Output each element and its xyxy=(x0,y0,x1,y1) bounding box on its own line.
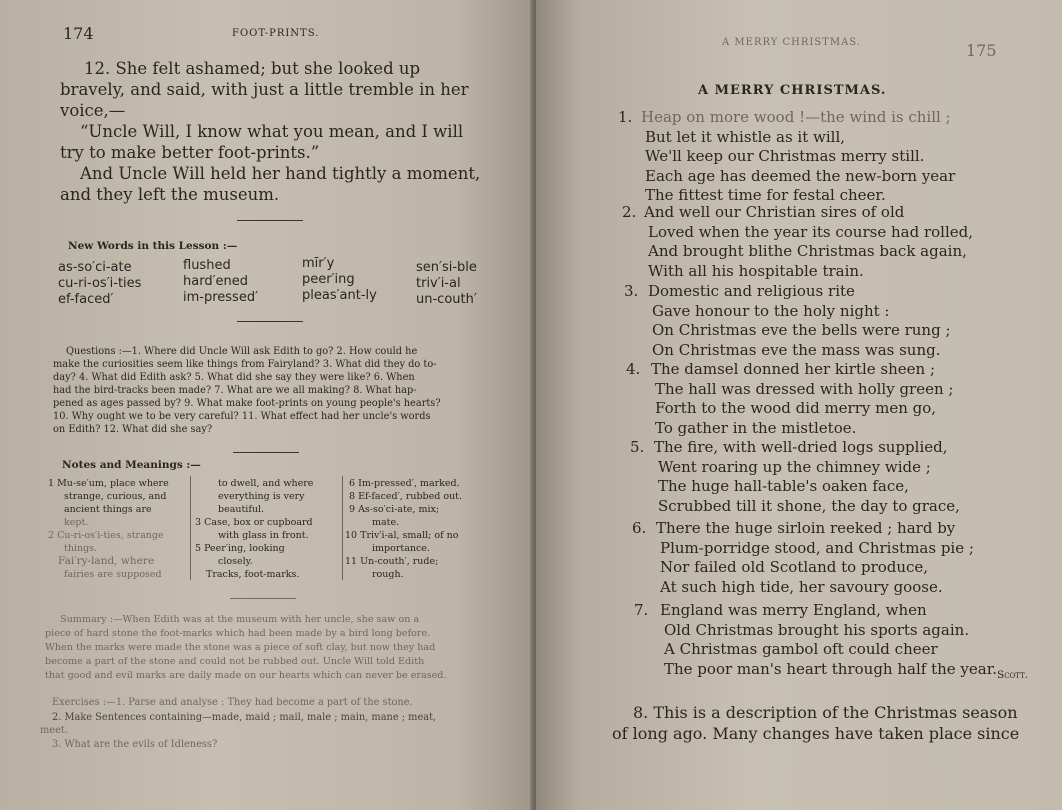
poem-line: Heap on more wood !—the wind is chill ; xyxy=(641,108,951,126)
poem-line: The fittest time for festal cheer. xyxy=(645,186,886,204)
note-line: mate. xyxy=(372,517,400,528)
new-word: triv′i-al xyxy=(416,276,461,291)
new-word: im-pressed′ xyxy=(183,290,259,305)
note-line: fairies are supposed xyxy=(64,569,162,580)
text-line: day? 4. What did Edith ask? 5. What did she say they were like? 6. When xyxy=(53,372,415,383)
note-line: 6 Im-pressed′, marked. xyxy=(349,478,460,489)
note-line: 1 Mu-se′um, place where xyxy=(48,478,169,489)
divider xyxy=(230,598,296,599)
poem-line: The huge hall-table's oaken face, xyxy=(658,477,909,495)
text-line: 10. Why ought we to be very careful? 11. What effect had her uncle's words xyxy=(53,411,431,422)
poem-line: Old Christmas brought his sports again. xyxy=(664,620,970,639)
poem-line: England was merry England, when xyxy=(660,601,927,619)
note-line: things. xyxy=(64,543,98,554)
column-rule xyxy=(342,476,343,580)
new-word: pleas′ant-ly xyxy=(302,288,377,303)
divider xyxy=(237,321,303,322)
note-line: to dwell, and where xyxy=(218,478,314,489)
note-line: 5 Peer′ing, looking xyxy=(195,543,285,554)
text-line: Exercises :—1. Parse and analyse : They had become a part of the stone. xyxy=(52,697,413,708)
text-line: on Edith? 12. What did she say? xyxy=(53,424,213,435)
note-line: 3 Case, box or cupboard xyxy=(195,517,313,528)
text-line: had the bird-tracks been made? 7. What are we all making? 8. What hap- xyxy=(53,385,417,396)
poem-line: The damsel donned her kirtle sheen ; xyxy=(651,360,936,378)
divider xyxy=(233,452,299,453)
poem-line: The hall was dressed with holly green ; xyxy=(655,379,954,398)
poem-line: The fire, with well-dried logs supplied, xyxy=(654,438,948,456)
stanza-number: 7. xyxy=(634,601,649,619)
note-line: strange, curious, and xyxy=(64,491,167,502)
poem-line: The poor man's heart through half the year. xyxy=(664,659,997,678)
text-line: meet. xyxy=(40,725,68,736)
text-line: When the marks were made the stone was a piece of soft clay, but now they had xyxy=(45,642,436,653)
note-line: closely. xyxy=(218,556,253,567)
stanza-number: 1. xyxy=(618,108,633,126)
poem-line: With all his hospitable train. xyxy=(648,261,864,280)
text-line: And Uncle Will held her hand tightly a moment, xyxy=(80,164,481,183)
text-line: Questions :—1. Where did Uncle Will ask Edith to go? 2. How could he xyxy=(66,346,418,357)
author-name: Scott. xyxy=(997,669,1029,681)
text-line: 8. This is a description of the Christmas season xyxy=(633,703,1018,722)
new-word: mīr′y xyxy=(302,256,335,271)
stanza-number: 4. xyxy=(626,360,641,378)
note-line: Tracks, foot-marks. xyxy=(206,569,300,580)
poem-line: Each age has deemed the new-born year xyxy=(645,166,956,185)
divider xyxy=(237,220,303,221)
note-line: 11 Un-couth′, rude; xyxy=(345,556,439,567)
new-word: hard′ened xyxy=(183,274,249,289)
new-word: as-so′ci-ate xyxy=(58,260,132,275)
poem-line: Loved when the year its course had rolled, xyxy=(648,222,973,241)
stanza-number: 3. xyxy=(624,282,639,300)
text-line: try to make better foot-prints.” xyxy=(60,143,320,162)
page-number: 175 xyxy=(966,41,997,60)
note-line: beautiful. xyxy=(218,504,265,515)
text-line: 2. Make Sentences containing—made, maid ; mail, male ; main, mane ; meat, xyxy=(52,712,437,723)
text-line: and they left the museum. xyxy=(60,185,280,204)
poem-line: We'll keep our Christmas merry still. xyxy=(645,147,925,165)
new-word: cu-ri-os′i-ties xyxy=(58,276,142,291)
text-line: pened as ages passed by? 9. What make foot-prints on young people's hearts? xyxy=(53,398,441,409)
poem-line: There the huge sirloin reeked ; hard by xyxy=(656,519,956,537)
poem-line: On Christmas eve the mass was sung. xyxy=(652,340,941,359)
text-line: that good and evil marks are daily made on our hearts which can never be erased. xyxy=(45,670,447,681)
note-line: kept. xyxy=(64,517,89,528)
stanza-number: 2. xyxy=(622,203,637,221)
notes-heading: Notes and Meanings :— xyxy=(62,459,201,471)
note-line: 8 Ef-faced′, rubbed out. xyxy=(349,491,463,502)
right-page xyxy=(536,0,1062,810)
note-line: 9 As-so′ci-ate, mix; xyxy=(349,504,440,515)
text-line: “Uncle Will, I know what you mean, and I will xyxy=(80,122,464,141)
poem-line: At such high tide, her savoury goose. xyxy=(660,577,943,596)
new-word: peer′ing xyxy=(302,272,355,287)
poem-line: Forth to the wood did merry men go, xyxy=(655,399,937,417)
poem-line: On Christmas eve the bells were rung ; xyxy=(652,321,951,339)
poem-line: To gather in the mistletoe. xyxy=(655,418,857,437)
note-line: with glass in front. xyxy=(218,530,309,541)
note-line: ancient things are xyxy=(64,504,152,515)
poem-line: Domestic and religious rite xyxy=(648,282,855,300)
poem-line: Plum-porridge stood, and Christmas pie ; xyxy=(660,538,974,557)
running-head: FOOT-PRINTS. xyxy=(232,28,320,39)
text-line: Summary :—When Edith was at the museum with her uncle, she saw on a xyxy=(60,614,420,625)
note-line: 2 Cu-ri-os′i-ties, strange xyxy=(48,530,164,541)
note-line: everything is very xyxy=(218,491,305,502)
poem-title: A MERRY CHRISTMAS. xyxy=(698,83,887,98)
poem-line: Scrubbed till it shone, the day to grace, xyxy=(658,496,960,515)
text-line: bravely, and said, with just a little tremble in her xyxy=(60,80,469,99)
poem-line: Went roaring up the chimney wide ; xyxy=(658,457,931,476)
text-line: make the curiosities seem like things from Fairyland? 3. What did they do to- xyxy=(53,359,437,370)
new-word: un-couth′ xyxy=(416,292,477,307)
note-line: rough. xyxy=(372,569,404,580)
text-line: 3. What are the evils of Idleness? xyxy=(52,739,218,750)
poem-line: Nor failed old Scotland to produce, xyxy=(660,558,929,576)
text-line: piece of hard stone the foot-marks which had been made by a bird long before. xyxy=(45,628,431,639)
column-rule xyxy=(190,476,191,580)
new-words-heading: New Words in this Lesson :— xyxy=(68,240,238,252)
poem-line: But let it whistle as it will, xyxy=(645,127,846,146)
poem-line: Gave honour to the holy night : xyxy=(652,301,890,320)
text-line: of long ago. Many changes have taken place since xyxy=(612,724,1020,743)
text-line: become a part of the stone and could not be rubbed out. Uncle Will told Edith xyxy=(45,656,425,667)
new-word: sen′si-ble xyxy=(416,260,477,275)
new-word: flushed xyxy=(183,258,231,273)
page-number: 174 xyxy=(63,24,94,43)
note-line: Fai′ry-land, where xyxy=(58,555,155,567)
note-line: importance. xyxy=(372,543,430,554)
stanza-number: 5. xyxy=(630,438,645,456)
stanza-number: 6. xyxy=(632,519,647,537)
text-line: 12. She felt ashamed; but she looked up xyxy=(84,59,421,78)
note-line: 10 Triv′i-al, small; of no xyxy=(345,530,459,541)
text-line: voice,— xyxy=(60,101,126,120)
running-head: A MERRY CHRISTMAS. xyxy=(722,37,861,48)
poem-line: A Christmas gambol oft could cheer xyxy=(664,640,938,658)
poem-line: And brought blithe Christmas back again, xyxy=(648,242,967,260)
poem-line: And well our Christian sires of old xyxy=(644,203,905,221)
new-word: ef-faced′ xyxy=(58,292,114,307)
